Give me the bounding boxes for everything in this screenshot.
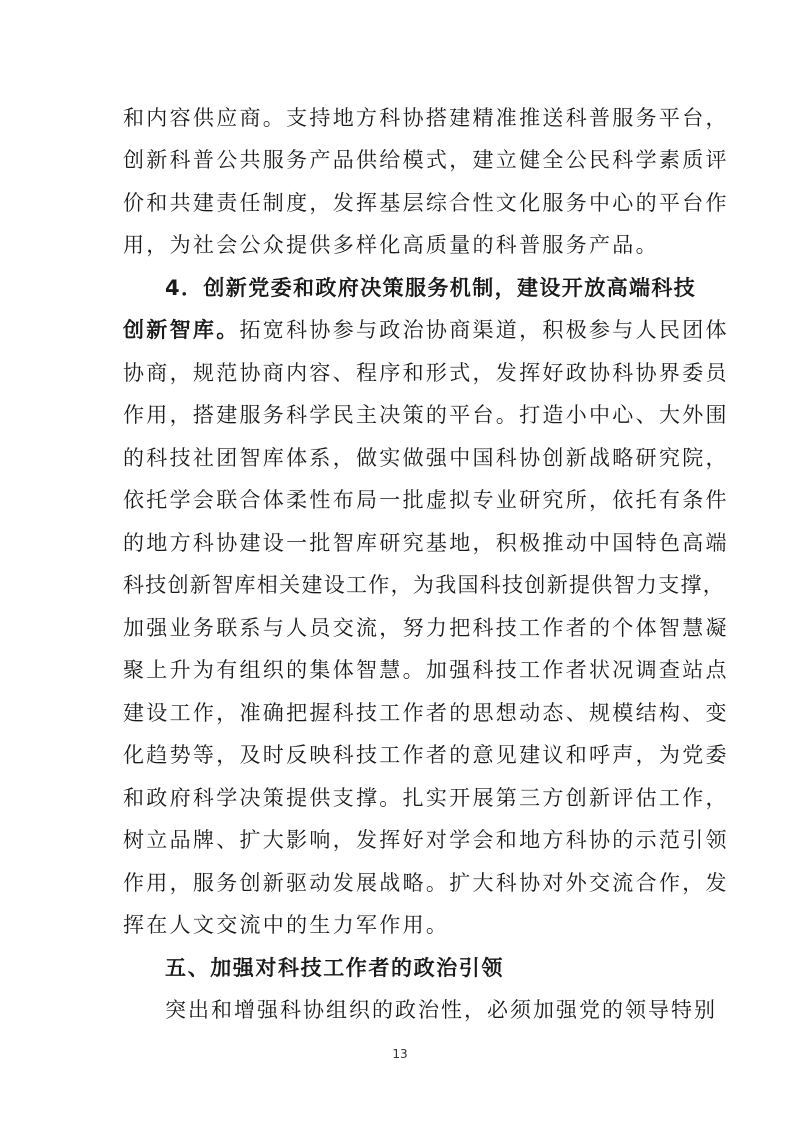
paragraph-2-line: 树立品牌、扩大影响，发挥好对学会和地方科协的示范引领 — [123, 828, 729, 852]
paragraph-2-line: 作用，服务创新驱动发展战略。扩大科协对外交流合作，发 — [123, 871, 729, 895]
paragraph-1-line: 创新科普公共服务产品供给模式，建立健全公民科学素质评 — [123, 148, 729, 172]
paragraph-2-line: 挥在人文交流中的生力军作用。 — [123, 913, 450, 937]
paragraph-2-line-rest: 拓宽科协参与政治协商渠道，积极参与人民团体 — [239, 318, 729, 342]
paragraph-1-line: 用，为社会公众提供多样化高质量的科普服务产品。 — [123, 233, 659, 257]
paragraph-2-line: 的地方科协建设一批智库研究基地，积极推动中国特色高端 — [123, 531, 729, 555]
paragraph-2-title-line-2 — [123, 316, 729, 344]
paragraph-2-line: 依托学会联合体柔性布局一批虚拟专业研究所，依托有条件 — [123, 488, 729, 512]
paragraph-1-line: 和内容供应商。支持地方科协搭建精准推送科普服务平台， — [123, 106, 729, 130]
paragraph-2-line: 的科技社团智库体系，做实做强中国科协创新战略研究院， — [123, 446, 729, 470]
paragraph-3-line: 突出和增强科协组织的政治性，必须加强党的领导特别 — [165, 998, 717, 1022]
paragraph-2-line: 协商，规范协商内容、程序和形式，发挥好政协科协界委员 — [123, 361, 729, 385]
page-number: 13 — [392, 1047, 408, 1061]
paragraph-2-line: 和政府科学决策提供支撑。扎实开展第三方创新评估工作， — [123, 786, 729, 810]
section-heading: 五、加强对科技工作者的政治引领 — [165, 956, 504, 980]
paragraph-2-title-line-1: 4．创新党委和政府决策服务机制，建设开放高端科技 — [165, 276, 697, 300]
paragraph-2-line: 科技创新智库相关建设工作，为我国科技创新提供智力支撑， — [123, 573, 726, 597]
paragraph-2-line: 作用，搭建服务科学民主决策的平台。打造小中心、大外围 — [123, 403, 729, 427]
paragraph-2-line: 加强业务联系与人员交流，努力把科技工作者的个体智慧凝 — [123, 616, 729, 640]
paragraph-2-line: 建设工作，准确把握科技工作者的思想动态、规模结构、变 — [123, 701, 729, 725]
paragraph-2-line: 聚上升为有组织的集体智慧。加强科技工作者状况调查站点 — [123, 658, 729, 682]
paragraph-1-line: 价和共建责任制度，发挥基层综合性文化服务中心的平台作 — [123, 191, 729, 215]
paragraph-2-line: 化趋势等，及时反映科技工作者的意见建议和呼声，为党委 — [123, 743, 729, 767]
paragraph-2-title-end: 创新智库。 — [123, 318, 240, 342]
